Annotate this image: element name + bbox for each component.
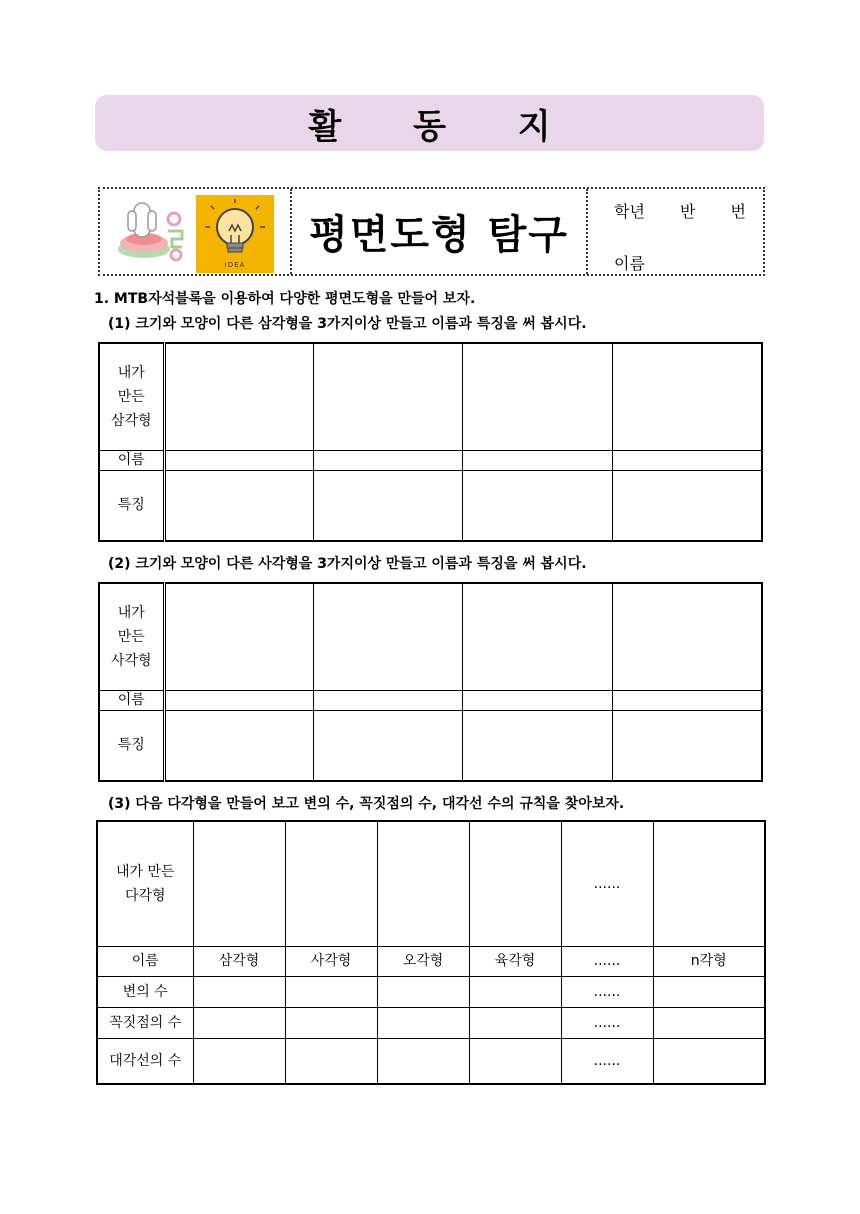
answer-cell[interactable]: [193, 976, 285, 1007]
grade-class-number-field: 학년 반 번: [614, 202, 746, 221]
worksheet-header: [98, 187, 765, 276]
feature-cell[interactable]: [462, 710, 612, 781]
ellipsis-cell: ......: [561, 821, 653, 946]
drawing-cell[interactable]: [653, 821, 765, 946]
polygon-name-cell: ......: [561, 946, 653, 976]
feature-cell[interactable]: [164, 470, 313, 541]
row-label-feature: 특징: [99, 470, 164, 541]
ellipsis-cell: ......: [561, 1007, 653, 1038]
name-cell[interactable]: [612, 690, 762, 710]
idea-logo: [196, 195, 274, 273]
drawing-cell[interactable]: [469, 821, 561, 946]
name-cell[interactable]: [462, 690, 612, 710]
name-cell[interactable]: [313, 450, 462, 470]
answer-cell[interactable]: [285, 976, 377, 1007]
ellipsis-cell: ......: [561, 1038, 653, 1084]
question-1-1-text: (1) 크기와 모양이 다른 삼각형을 3가지이상 만들고 이름과 특징을 써 봅시다.: [108, 316, 587, 332]
name-cell[interactable]: [313, 690, 462, 710]
ellipsis-cell: ......: [561, 976, 653, 1007]
answer-cell[interactable]: [469, 1038, 561, 1084]
row-label-diagonals: 대각선의 수: [97, 1038, 193, 1084]
answer-cell[interactable]: [285, 1038, 377, 1084]
polygon-table: [96, 820, 766, 1085]
drawing-cell[interactable]: [164, 343, 313, 450]
question-1-3-text: (3) 다음 다각형을 만들어 보고 변의 수, 꼭짓점의 수, 대각선 수의 규칙을 찾아보자.: [108, 796, 625, 812]
row-label-made-quadrilateral: 내가 만든 사각형: [99, 583, 164, 690]
answer-cell[interactable]: [653, 976, 765, 1007]
drawing-cell[interactable]: [462, 343, 612, 450]
row-label-vertices: 꼭짓점의 수: [97, 1007, 193, 1038]
triangle-table: [98, 342, 763, 542]
drawing-cell[interactable]: [285, 821, 377, 946]
worksheet-title: 평면도형 탐구: [309, 212, 569, 258]
drawing-cell[interactable]: [193, 821, 285, 946]
student-name-label: 이름: [614, 254, 645, 273]
drawing-cell[interactable]: [164, 583, 313, 690]
polygon-name-cell: 육각형: [469, 946, 561, 976]
feature-cell[interactable]: [462, 470, 612, 541]
row-label-made-triangle: 내가 만든 삼각형: [99, 343, 164, 450]
page-title: 활 동 지: [95, 95, 764, 151]
polygon-name-cell: 사각형: [285, 946, 377, 976]
keyboard-hand-logo-icon: [114, 197, 194, 267]
logo-text: IDEA: [224, 261, 246, 269]
answer-cell[interactable]: [377, 1007, 469, 1038]
drawing-cell[interactable]: [313, 583, 462, 690]
name-cell[interactable]: [612, 450, 762, 470]
row-label-name: 이름: [99, 690, 164, 710]
answer-cell[interactable]: [285, 1007, 377, 1038]
drawing-cell[interactable]: [612, 343, 762, 450]
name-cell[interactable]: [164, 450, 313, 470]
row-label-feature: 특징: [99, 710, 164, 781]
drawing-cell[interactable]: [377, 821, 469, 946]
polygon-name-cell: n각형: [653, 946, 765, 976]
answer-cell[interactable]: [377, 1038, 469, 1084]
feature-cell[interactable]: [612, 710, 762, 781]
name-cell[interactable]: [462, 450, 612, 470]
header-divider: [586, 189, 588, 274]
row-label-sides: 변의 수: [97, 976, 193, 1007]
feature-cell[interactable]: [612, 470, 762, 541]
answer-cell[interactable]: [193, 1038, 285, 1084]
polygon-name-cell: 오각형: [377, 946, 469, 976]
feature-cell[interactable]: [313, 470, 462, 541]
answer-cell[interactable]: [653, 1038, 765, 1084]
row-label-name: 이름: [99, 450, 164, 470]
feature-cell[interactable]: [313, 710, 462, 781]
feature-cell[interactable]: [164, 710, 313, 781]
drawing-cell[interactable]: [313, 343, 462, 450]
answer-cell[interactable]: [469, 976, 561, 1007]
name-cell[interactable]: [164, 690, 313, 710]
answer-cell[interactable]: [653, 1007, 765, 1038]
question-1-text: 1. MTB자석블록을 이용하여 다양한 평면도형을 만들어 보자.: [94, 291, 476, 307]
answer-cell[interactable]: [469, 1007, 561, 1038]
row-label-name: 이름: [97, 946, 193, 976]
drawing-cell[interactable]: [462, 583, 612, 690]
question-1-2-text: (2) 크기와 모양이 다른 사각형을 3가지이상 만들고 이름과 특징을 써 봅시다.: [108, 556, 587, 572]
quadrilateral-table: [98, 582, 763, 782]
row-label-made-polygon: 내가 만든 다각형: [97, 821, 193, 946]
drawing-cell[interactable]: [612, 583, 762, 690]
answer-cell[interactable]: [377, 976, 469, 1007]
answer-cell[interactable]: [193, 1007, 285, 1038]
polygon-name-cell: 삼각형: [193, 946, 285, 976]
